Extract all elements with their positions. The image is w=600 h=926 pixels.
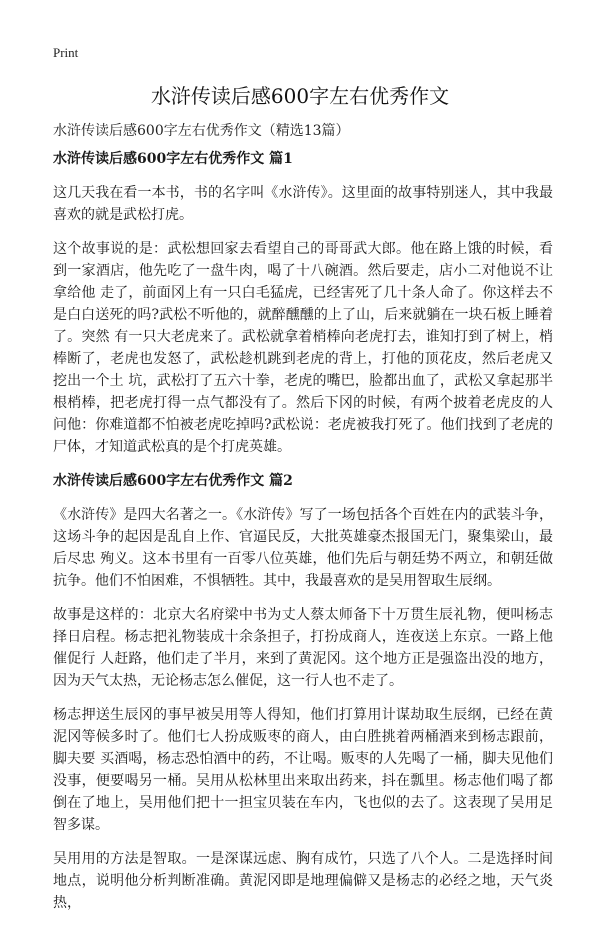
paragraph: 杨志押送生辰冈的事早被吴用等人得知，他们打算用计谋劫取生辰纲，已经在黄泥冈等候多时了。他们七人扮成贩枣的商人，由白胜挑着两桶酒来到杨志跟前，脚夫要 买酒喝，杨志恐怕酒中的药，不让喝。贩枣的人先喝了一桶，脚夫见他们没事，便要喝另一桶。吴用从松林里出来取出药来，抖在瓢里。杨志他们喝了都倒在了地上，吴用他们把十一担宝贝装在车内，飞也似的去了。这表现了吴用足智多谋。 (53, 707, 553, 833)
section-heading-1: 水浒传读后感600字左右优秀作文 篇1 (53, 151, 293, 167)
article-body (53, 148, 553, 926)
page-subtitle: 水浒传读后感600字左右优秀作文（精选13篇） (53, 123, 350, 139)
page-title: 水浒传读后感600字左右优秀作文 (150, 84, 450, 108)
paragraph: 故事是这样的：北京大名府梁中书为丈人蔡太师备下十万贯生辰礼物，便叫杨志择日启程。杨志把礼物装成十余条担子，打扮成商人，连夜送上东京。一路上他催促行 人赶路，他们走了半月，来到了黄泥冈。这个地方正是强盗出没的地方，因为天气太热，无论杨志怎么催促，这一行人也不走了。 (53, 607, 553, 689)
paragraph: 这几天我在看一本书，书的名字叫《水浒传》。这里面的故事特别迷人，其中我最喜欢的就是武松打虎。 (53, 185, 553, 223)
paragraph: 吴用用的方法是智取。一是深谋远虑、胸有成竹，只选了八个人。二是选择时间地点，说明他分析判断准确。黄泥冈即是地理偏僻又是杨志的必经之地，天气炎热， (53, 851, 553, 911)
section-heading-2: 水浒传读后感600字左右优秀作文 篇2 (53, 473, 293, 489)
paragraph: 这个故事说的是：武松想回家去看望自己的哥哥武大郎。他在路上饿的时候，看到一家酒店，他先吃了一盘牛肉，喝了十八碗酒。然后要走，店小二对他说不让拿给他 走了，前面冈上有一只白毛猛虎，已经害死了几十条人命了。你这样去不是白白送死的吗?武松不听他的，就醉醺醺的上了山，后来就躺在一块石板上睡着了。突然 有一只大老虎来了。武松就拿着梢棒向老虎打去，谁知打到了树上，梢棒断了，老虎也发怒了，武松趁机跳到老虎的背上，打他的顶花皮，然后老虎又挖出一个土 坑，武松打了五六十拳，老虎的嘴巴，脸都出血了，武松又拿起那半根梢棒，把老虎打得一点气都没有了。然后下冈的时候，有两个披着老虎皮的人问他：你难道都不怕被老虎吃掉吗?武松说：老虎被我打死了。他们找到了老虎的尸体，才知道武松真的是个打虎英雄。 (53, 241, 553, 455)
paragraph: 《水浒传》是四大名著之一。《水浒传》写了一场包括各个百姓在内的武装斗争，这场斗争的起因是乱自上作、官逼民反，大批英雄豪杰报国无门，聚集梁山，最后尽忠 殉义。这本书里有一百零八位英雄，他们先后与朝廷势不两立，和朝廷做抗争。他们不怕困难，不惧牺牲。其中，我最喜欢的是吴用智取生辰纲。 (53, 507, 553, 589)
print-link[interactable]: Print (53, 45, 79, 60)
